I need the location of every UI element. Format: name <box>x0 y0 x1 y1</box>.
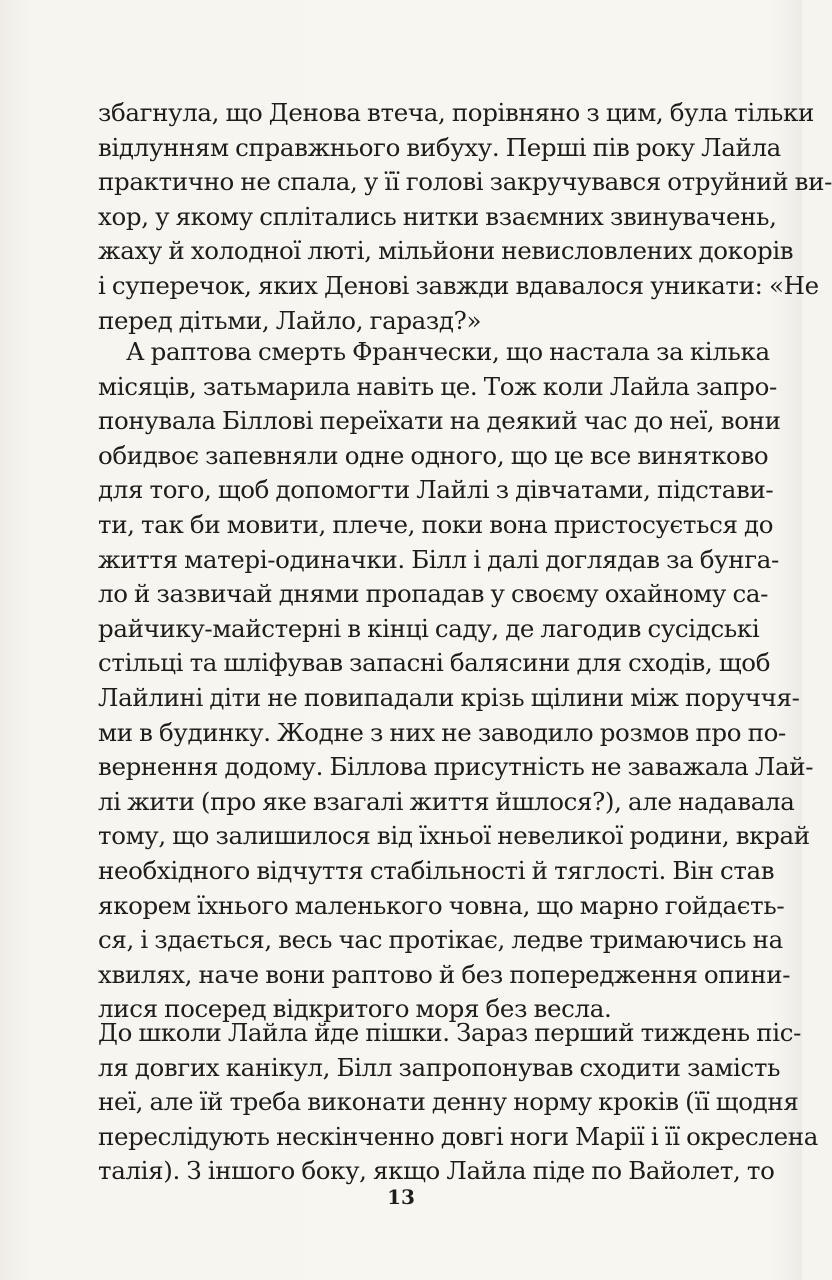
text-line: якорем їхнього маленького човна, що марно гойдаєть- <box>98 890 785 920</box>
text-line: А раптова смерть Франчески, що настала за кілька <box>126 337 770 366</box>
text-line: і суперечок, яких Денові завжди вдавалося уникати: «Не <box>98 270 819 300</box>
text-line: ля довгих канікул, Білл запропонував сходити замість <box>98 1052 781 1082</box>
text-line: лися посеред відкритого моря без весла. <box>98 994 612 1024</box>
text-line: талія). З іншого боку, якщо Лайла піде по Вайолет, то <box>98 1156 775 1186</box>
text-line: лі жити (про яке взагалі життя йшлося?), але надавала <box>98 786 795 816</box>
paragraph-3 <box>98 1016 818 1189</box>
text-line: переслідують нескінченно довгі ноги Марії і її окреслена <box>98 1121 818 1151</box>
text-line: жаху й холодної люті, мільйони невисловлених докорів <box>98 236 794 266</box>
text-line: тому, що залишилося від їхньої невеликої родини, вкрай <box>98 821 810 851</box>
text-line: ми в будинку. Жодне з них не заводило розмов про по- <box>98 717 786 747</box>
text-line: неї, але їй треба виконати денну норму кроків (її щодня <box>98 1087 799 1117</box>
text-line: необхідного відчуття стабільності й тяглості. Він став <box>98 855 775 885</box>
text-line: відлунням справжнього вибуху. Перші пів року Лайла <box>98 132 781 162</box>
text-line: хор, у якому сплітались нитки взаємних звинувачень, <box>98 201 777 231</box>
text-line: ти, так би мовити, плече, поки вона пристосується до <box>98 509 774 539</box>
page-number: 13 <box>387 1185 415 1209</box>
text-line: перед дітьми, Лайло, гаразд?» <box>98 305 482 335</box>
text-line: Лайлині діти не повипадали крізь щілини між поруччя- <box>98 682 800 712</box>
text-line: обидвоє запевняли одне одного, що це все винятково <box>98 440 769 470</box>
text-line: для того, щоб допомогти Лайлі з дівчатами, підстави- <box>98 475 774 505</box>
text-line: стільці та шліфував запасні балясини для сходів, щоб <box>98 648 771 678</box>
text-line: ло й зазвичай днями пропадав у своєму охайному са- <box>98 579 769 609</box>
text-line: До школи Лайла йде пішки. Зараз перший тиждень піс- <box>98 1018 802 1047</box>
text-line: життя матері-одиначки. Білл і далі доглядав за бунга- <box>98 544 779 574</box>
text-line: місяців, затьмарила навіть це. Тож коли Лайла запро- <box>98 371 777 401</box>
text-line: ся, і здається, весь час протікає, ледве тримаючись на <box>98 925 783 955</box>
paragraph-2 <box>98 335 814 1027</box>
text-line: збагнула, що Денова втеча, порівняно з цим, була тільки <box>98 98 814 127</box>
text-line: понувала Біллові переїхати на деякий час до неї, вони <box>98 406 781 436</box>
text-line: практично не спала, у її голові закручувався отруйний ви- <box>98 167 832 197</box>
text-line: вернення додому. Біллова присутність не заважала Лай- <box>98 752 814 782</box>
text-line: хвилях, наче вони раптово й без попередження опини- <box>98 959 791 989</box>
text-line: райчику-майстерні в кінці саду, де лагодив сусідські <box>98 613 760 643</box>
paragraph-1 <box>98 96 832 338</box>
